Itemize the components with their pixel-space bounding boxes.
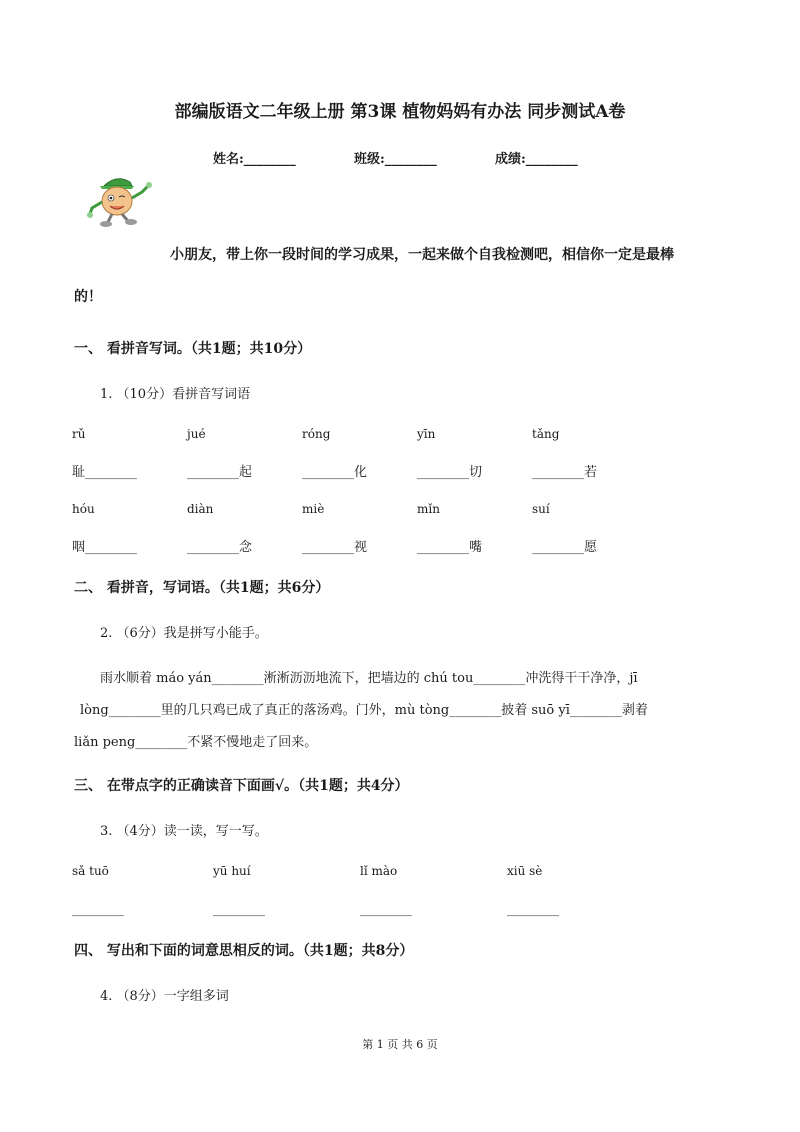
answer-blank[interactable]: ________ — [213, 902, 265, 917]
question-1: 1. （10分）看拼音写词语 — [100, 387, 251, 402]
section-3-heading: 三、 在带点字的正确读音下面画√。（共1题；共4分） — [74, 778, 409, 794]
pinyin: tǎng — [532, 427, 560, 441]
pinyin: yū huí — [213, 864, 251, 878]
question-3: 3. （4分）读一读，写一写。 — [100, 824, 268, 839]
section-4-heading: 四、 写出和下面的词意思相反的词。（共1题；共8分） — [74, 943, 414, 959]
pinyin: lǐ mào — [360, 864, 398, 878]
passage-line-2: lòng________里的几只鸡已成了真正的落汤鸡。门外，mù tòng________披着 suō yī________剥着 — [80, 703, 648, 718]
answer-blank[interactable]: ________ — [72, 902, 124, 917]
pinyin: jué — [187, 427, 206, 441]
pinyin: suí — [532, 502, 550, 516]
word-blank[interactable]: ________切 — [417, 465, 483, 480]
question-4: 4. （8分）一字组多词 — [100, 989, 229, 1004]
pinyin: mǐn — [417, 502, 440, 516]
page-footer: 第 1 页 共 6 页 — [362, 1038, 438, 1051]
word-blank[interactable]: ________愿 — [532, 540, 598, 555]
pinyin: yīn — [417, 427, 436, 441]
pinyin: hóu — [72, 502, 95, 516]
passage-line-3: liǎn peng________不紧不慢地走了回来。 — [74, 735, 318, 750]
pinyin: róng — [302, 427, 331, 441]
section-2-heading: 二、 看拼音，写词语。（共1题；共6分） — [74, 580, 330, 596]
cartoon-mascot-icon — [86, 172, 156, 230]
class-field: 班级:________ — [354, 152, 437, 167]
intro-line-2: 的！ — [74, 289, 102, 305]
answer-blank[interactable]: ________ — [360, 902, 412, 917]
word-blank[interactable]: ________化 — [302, 465, 368, 480]
score-field: 成绩:________ — [495, 152, 578, 167]
answer-blank[interactable]: ________ — [507, 902, 559, 917]
passage-line-1: 雨水顺着 máo yán________淅淅沥沥地流下，把墙边的 chú tou________冲洗得干干净净，jī — [100, 671, 638, 686]
page-title: 部编版语文二年级上册 第3课 植物妈妈有办法 同步测试A卷 — [174, 102, 626, 122]
pinyin: rǔ — [72, 427, 86, 441]
pinyin: miè — [302, 502, 325, 516]
section-1-heading: 一、 看拼音写词。（共1题；共10分） — [74, 341, 312, 357]
word-blank[interactable]: 耻________ — [72, 465, 138, 480]
pinyin: sǎ tuō — [72, 864, 109, 878]
word-blank[interactable]: ________嘴 — [417, 540, 483, 555]
word-blank[interactable]: ________视 — [302, 540, 368, 555]
pinyin: xiū sè — [507, 864, 543, 878]
word-blank[interactable]: ________起 — [187, 465, 253, 480]
name-field: 姓名:________ — [213, 152, 296, 167]
intro-line-1: 小朋友，带上你一段时间的学习成果，一起来做个自我检测吧，相信你一定是最棒 — [170, 247, 674, 263]
word-blank[interactable]: ________若 — [532, 465, 598, 480]
word-blank[interactable]: 咽________ — [72, 540, 138, 555]
question-2: 2. （6分）我是拼写小能手。 — [100, 626, 268, 641]
pinyin: diàn — [187, 502, 214, 516]
word-blank[interactable]: ________念 — [187, 540, 253, 555]
